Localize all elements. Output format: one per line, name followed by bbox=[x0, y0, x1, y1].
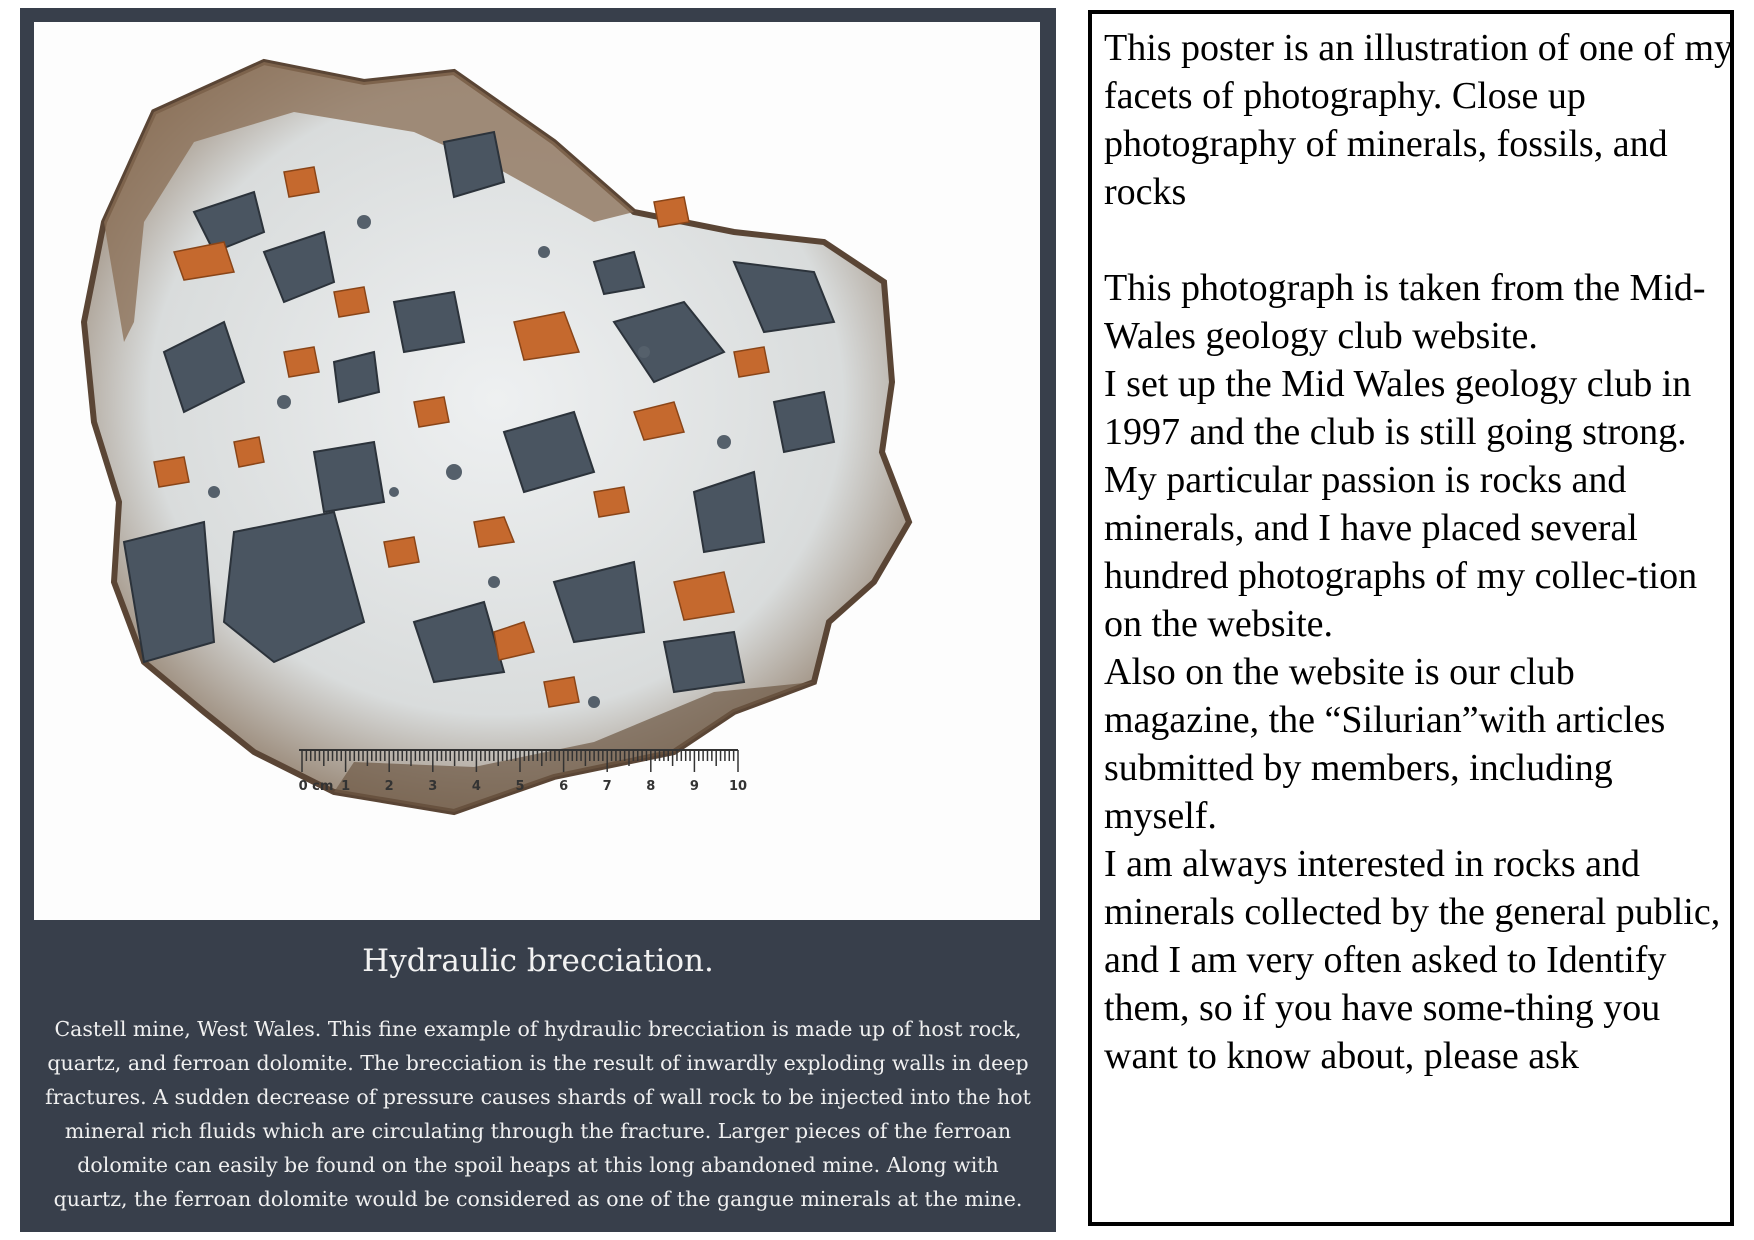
ruler-label: 6 bbox=[559, 779, 569, 794]
ruler-label: 9 bbox=[689, 779, 699, 794]
passion-paragraph: My particular passion is rocks and minerals, and I have placed several hundred photographs of my collec-tion on the website. bbox=[1104, 459, 1698, 645]
intro-paragraph: This poster is an illustration of one of my facets of photography. Close up photography of minerals, fossils, and rocks bbox=[1104, 27, 1734, 213]
caption-title: Hydraulic brecciation. bbox=[362, 943, 714, 979]
identify-paragraph: I am always interested in rocks and minerals collected by the general public, and I am very often asked to Identify them, so if you have some-thing you want to know about, please ask bbox=[1104, 843, 1721, 1077]
ruler-label: 1 bbox=[341, 779, 351, 794]
specimen-photo bbox=[34, 22, 1040, 920]
breccia-rock-specimen-image bbox=[34, 22, 1040, 920]
caption-body: Castell mine, West Wales. This fine example of hydraulic brecciation is made up of host rock, quartz, and ferroan dolomite. The brecciation is the result of inwardly exploding walls in deep fractures. A sudden decrease of pressure causes shards of wall rock to be injected into the hot mineral rich fluids which are circulating through the fracture. Larger pieces of the ferroan dolomite can easily be found on the spoil heaps at this long abandoned mine. Along with quartz, the ferroan dolomite would be considered as one of the gangue minerals at the mine. bbox=[45, 1017, 1031, 1211]
description-text bbox=[1104, 24, 1734, 1080]
description-box bbox=[1088, 10, 1734, 1226]
ruler-label: 2 bbox=[384, 779, 394, 794]
paragraph-gap bbox=[1104, 216, 1734, 264]
website-paragraph: This photograph is taken from the Mid-Wales geology club website. bbox=[1104, 267, 1706, 357]
ruler-label: 5 bbox=[515, 779, 525, 794]
ruler-label: 7 bbox=[602, 779, 612, 794]
ruler-label: 0 cm bbox=[298, 779, 334, 794]
ruler-label: 8 bbox=[646, 779, 656, 794]
photo-panel bbox=[20, 8, 1056, 1232]
ruler-label: 10 bbox=[728, 779, 748, 794]
ruler-label: 4 bbox=[471, 779, 481, 794]
club-paragraph: I set up the Mid Wales geology club in 1997 and the club is still going strong. bbox=[1104, 363, 1692, 453]
ruler-label: 3 bbox=[428, 779, 438, 794]
magazine-paragraph: Also on the website is our club magazine, the “Silurian”with articles submitted by members, including myself. bbox=[1104, 651, 1666, 837]
